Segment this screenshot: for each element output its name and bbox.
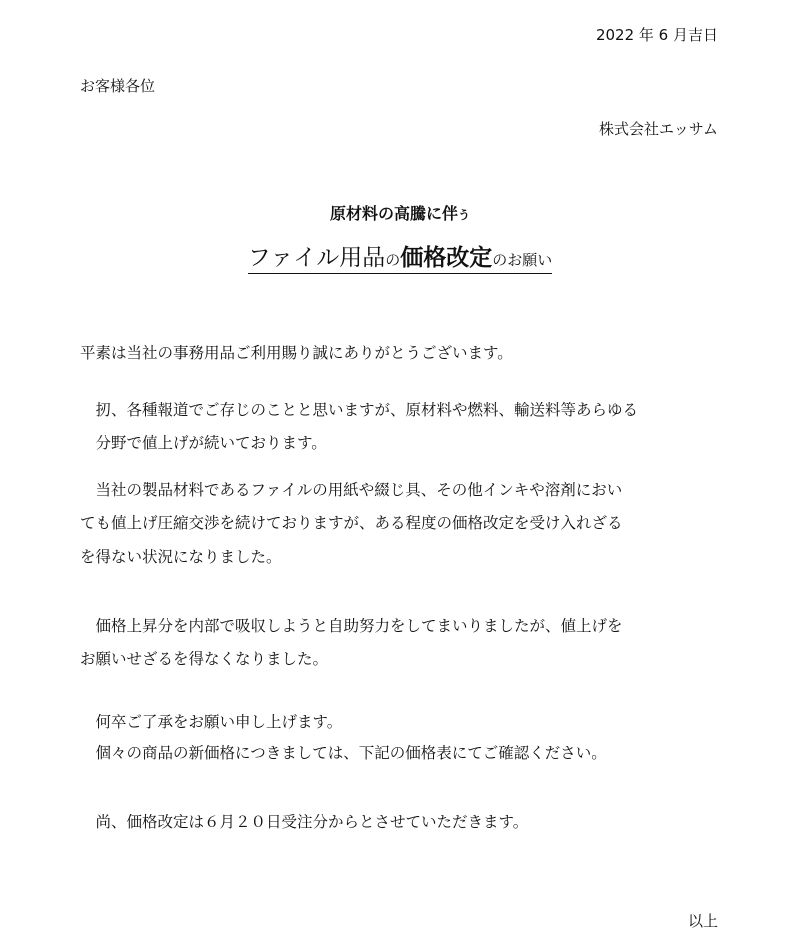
subtitle-main: 原材料の高騰に伴	[329, 204, 458, 223]
sender-company: 株式会社エッサム	[599, 120, 718, 138]
body-line: 個々の商品の新価格につきましては、下記の価格表にてご確認ください。	[80, 744, 607, 762]
title-part-4: のお願い	[492, 251, 553, 269]
body-line: 尚、価格改定は６月２０日受注分からとさせていただきます。	[80, 813, 529, 831]
title-part-2: の	[385, 251, 401, 269]
document-subtitle	[0, 206, 800, 222]
body-line: 価格上昇分を内部で吸収しようと自助努力をしてまいりましたが、値上げを	[80, 617, 623, 635]
body-line: 平素は当社の事務用品ご利用賜り誠にありがとうございます。	[80, 344, 513, 362]
subtitle-small: う	[458, 208, 471, 222]
document-date: 2022 年 6 月吉日	[595, 26, 718, 44]
body-line: 何卒ご了承をお願い申し上げます。	[80, 713, 343, 731]
title-part-3: 価格改定	[400, 245, 493, 271]
body-line: お願いせざるを得なくなりました。	[80, 650, 329, 668]
document-title	[0, 245, 800, 274]
recipient-salutation: お客様各位	[80, 77, 156, 95]
body-line: 分野で値上げが続いております。	[80, 434, 327, 452]
body-line: を得ない状況になりました。	[80, 548, 282, 566]
title-part-1: ファイル用品	[247, 245, 386, 271]
title-underlined	[248, 245, 553, 274]
body-line: ても値上げ圧縮交渉を続けておりますが、ある程度の価格改定を受け入れざる	[80, 514, 623, 532]
closing-word: 以上	[687, 912, 718, 930]
body-line: 扨、各種報道でご存じのことと思いますが、原材料や燃料、輸送料等あらゆる	[80, 401, 639, 419]
body-line: 当社の製品材料であるファイルの用紙や綴じ具、その他インキや溶剤におい	[80, 481, 623, 499]
